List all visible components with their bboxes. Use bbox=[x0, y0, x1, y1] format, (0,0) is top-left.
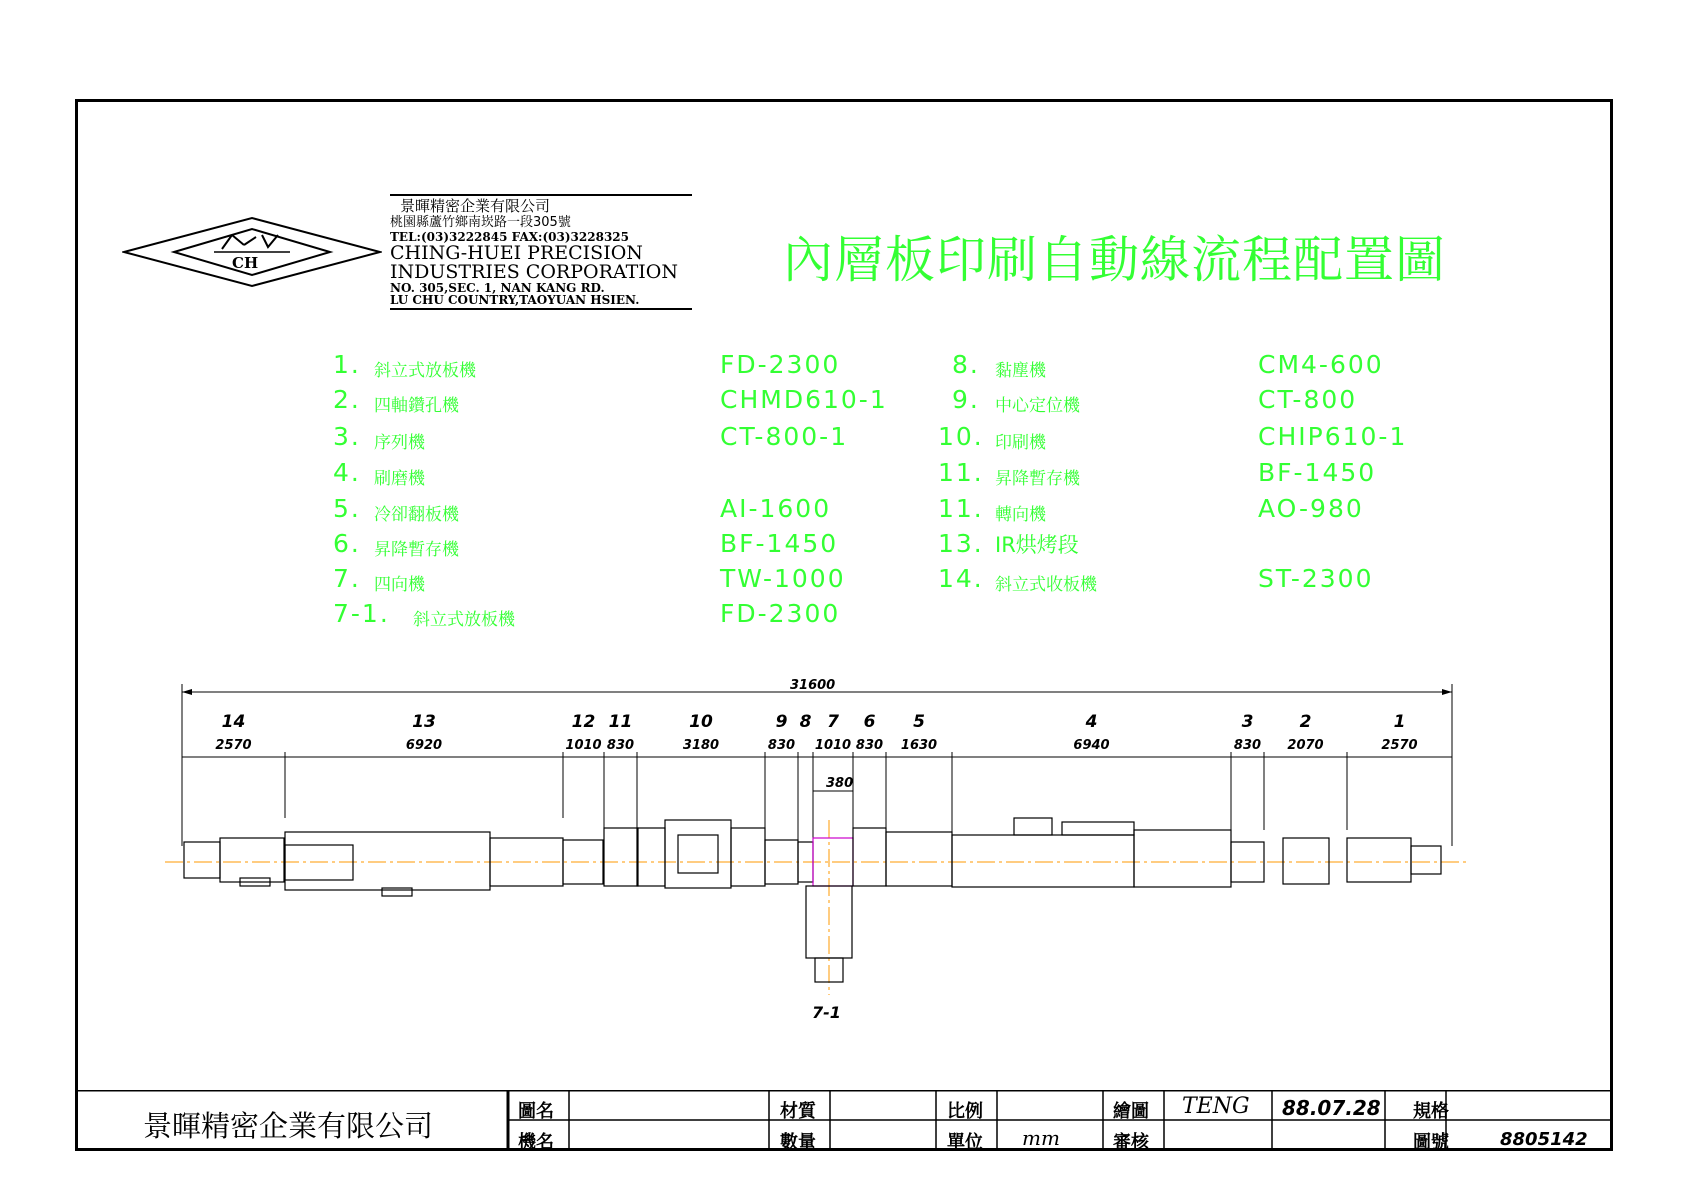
company-name-en-2: INDUSTRIES CORPORATION bbox=[390, 261, 678, 283]
legend-no: 10. bbox=[938, 422, 984, 451]
legend-name: 序列機 bbox=[374, 433, 425, 453]
legend-name: 刷磨機 bbox=[374, 469, 425, 489]
legend-model: CM4-600 bbox=[1258, 350, 1384, 379]
station-length-9: 830 bbox=[767, 738, 796, 753]
legend-no: 1. bbox=[333, 350, 361, 379]
label-scale: 比例 bbox=[947, 1101, 983, 1122]
legend-name: 昇降暫存機 bbox=[995, 469, 1080, 489]
station-length-12: 1010 bbox=[565, 738, 602, 753]
station-number-11: 11 bbox=[608, 712, 633, 732]
station-number-5: 5 bbox=[913, 712, 925, 732]
total-length-label: 31600 bbox=[790, 678, 836, 693]
label-check: 審核 bbox=[1113, 1132, 1149, 1153]
legend-no: 11. bbox=[938, 458, 984, 487]
legend-model: FD-2300 bbox=[720, 599, 841, 628]
legend-name: 冷卻翻板機 bbox=[374, 505, 459, 525]
drawn-by: TENG bbox=[1182, 1094, 1250, 1119]
legend-name: 斜立式放板機 bbox=[374, 361, 476, 381]
legend-name: IR烘烤段 bbox=[995, 533, 1079, 557]
legend-no: 7. bbox=[333, 564, 361, 593]
legend-model: AO-980 bbox=[1258, 494, 1364, 523]
station-number-14: 14 bbox=[221, 712, 246, 732]
drawing-title: 內層板印刷自動線流程配置圖 bbox=[783, 231, 1446, 289]
station-number-13: 13 bbox=[412, 712, 436, 732]
legend-no: 8. bbox=[952, 350, 980, 379]
legend-model: CT-800-1 bbox=[720, 422, 849, 451]
drawing-no: 8805142 bbox=[1500, 1129, 1588, 1150]
legend-no: 7-1. bbox=[333, 599, 390, 628]
station-length-13: 6920 bbox=[405, 738, 443, 753]
station-number-4: 4 bbox=[1085, 712, 1098, 732]
legend-name: 四軸鑽孔機 bbox=[374, 396, 459, 416]
unit-value: mm bbox=[1022, 1126, 1060, 1150]
legend-model: FD-2300 bbox=[720, 350, 841, 379]
company-name-en-1: CHING-HUEI PRECISION bbox=[390, 242, 643, 264]
legend-no: 3. bbox=[333, 422, 361, 451]
label-machine-name: 機名 bbox=[518, 1132, 554, 1153]
label-drawing-name: 圖名 bbox=[518, 1101, 554, 1122]
company-tel-fax: TEL:(03)3222845 FAX:(03)3228325 bbox=[390, 230, 629, 244]
station-number-7: 7 bbox=[827, 712, 839, 732]
legend-no: 11. bbox=[938, 494, 984, 523]
station-number-3: 3 bbox=[1241, 712, 1254, 732]
station-length-10: 3180 bbox=[682, 738, 720, 753]
legend-name: 黏塵機 bbox=[995, 361, 1046, 381]
legend-no: 2. bbox=[333, 385, 361, 414]
station-number-6: 6 bbox=[863, 712, 876, 732]
legend-no: 4. bbox=[333, 458, 361, 487]
legend-name: 中心定位機 bbox=[995, 396, 1080, 416]
station-length-6: 830 bbox=[855, 738, 884, 753]
drawing-date: 88.07.28 bbox=[1282, 1096, 1381, 1120]
legend-model: CHMD610-1 bbox=[720, 385, 888, 414]
label-material: 材質 bbox=[780, 1101, 816, 1122]
logo-text: CH bbox=[232, 254, 259, 272]
station-number-2: 2 bbox=[1299, 712, 1312, 732]
company-address-en-1: NO. 305,SEC. 1, NAN KANG RD. bbox=[390, 281, 605, 295]
legend-model: BF-1450 bbox=[720, 529, 839, 558]
legend-model: TW-1000 bbox=[720, 564, 846, 593]
label-quantity: 數量 bbox=[780, 1132, 816, 1153]
station-length-11: 830 bbox=[606, 738, 635, 753]
legend-no: 5. bbox=[333, 494, 361, 523]
company-address-zh: 桃園縣蘆竹鄉南崁路一段305號 bbox=[390, 215, 571, 230]
legend-model: CHIP610-1 bbox=[1258, 422, 1408, 451]
label-spec: 規格 bbox=[1413, 1101, 1449, 1122]
legend-name: 四向機 bbox=[374, 575, 425, 595]
legend-name: 印刷機 bbox=[995, 433, 1046, 453]
station-length-14: 2570 bbox=[215, 738, 252, 753]
legend-name: 斜立式放板機 bbox=[413, 610, 515, 630]
legend-model: BF-1450 bbox=[1258, 458, 1377, 487]
station-number-12: 12 bbox=[571, 712, 596, 732]
station-length-4: 6940 bbox=[1073, 738, 1110, 753]
station-length-5: 1630 bbox=[900, 738, 938, 753]
company-name-zh: 景暉精密企業有限公司 bbox=[400, 197, 551, 215]
station-number-10: 10 bbox=[689, 712, 713, 732]
station-length-3: 830 bbox=[1233, 738, 1262, 753]
legend-no: 14. bbox=[938, 564, 984, 593]
legend-model: AI-1600 bbox=[720, 494, 832, 523]
label-drawing-no: 圖號 bbox=[1413, 1132, 1449, 1153]
legend-name: 昇降暫存機 bbox=[374, 540, 459, 560]
station-number-8: 8 bbox=[799, 712, 812, 732]
station-number-1: 1 bbox=[1393, 712, 1406, 732]
station-length-7: 1010 bbox=[814, 738, 852, 753]
station8-length-label: 380 bbox=[826, 776, 854, 791]
title-block-company: 景暉精密企業有限公司 bbox=[143, 1109, 434, 1143]
label-unit: 單位 bbox=[947, 1132, 983, 1153]
legend-no: 6. bbox=[333, 529, 361, 558]
legend-no: 13. bbox=[938, 529, 984, 558]
label-drawn: 繪圖 bbox=[1113, 1101, 1149, 1122]
station-number-9: 9 bbox=[775, 712, 788, 732]
station-length-2: 2070 bbox=[1287, 738, 1324, 753]
legend-name: 轉向機 bbox=[995, 505, 1046, 525]
legend-model: CT-800 bbox=[1258, 385, 1358, 414]
legend-name: 斜立式收板機 bbox=[995, 575, 1097, 595]
station-length-1: 2570 bbox=[1381, 738, 1418, 753]
legend-model: ST-2300 bbox=[1258, 564, 1374, 593]
legend-no: 9. bbox=[952, 385, 980, 414]
branch-label-7-1: 7-1 bbox=[812, 1003, 841, 1022]
company-address-en-2: LU CHU COUNTRY,TAOYUAN HSIEN. bbox=[390, 293, 640, 307]
